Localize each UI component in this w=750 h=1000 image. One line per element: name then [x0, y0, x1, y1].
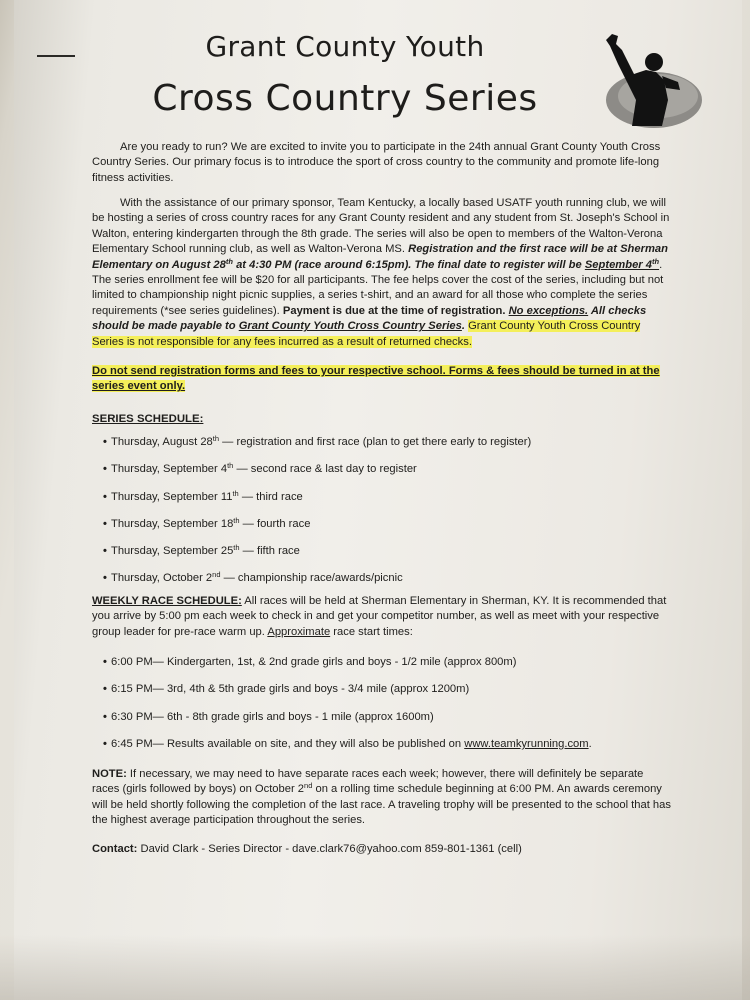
list-item: • 6:30 PM— 6th - 8th grade girls and boys - 1 mile (approx 1600m): [103, 711, 434, 723]
results-link[interactable]: www.teamkyrunning.com: [464, 738, 589, 750]
payable-to: Grant County Youth Cross Country Series: [238, 320, 462, 333]
no-exceptions: No exceptions.: [508, 304, 589, 317]
list-item: • 6:45 PM— Results available on site, and they will also be published on www.teamkyrunning.com.: [103, 738, 592, 750]
title-line-2: Cross Country Series: [152, 78, 538, 119]
list-item: • Thursday, September 11th — third race: [103, 489, 303, 503]
intro-text-1: Are you ready to run? We are excited to invite you to participate in the 24th annual Grant County Youth Cross Country Series. Our primary focus is to introduce the sport of cross country to the community and promote life-long fitness activities.: [92, 141, 661, 184]
contact-line: [92, 842, 672, 857]
weekly-text-a: All races will be held at Sherman Elementary in Sherman, KY. It is recommended that you arrive by 5:00 pm each week to check in and get your competitor number, as well as meet with your respective group leader for pre-race warm up.: [92, 595, 667, 638]
series-schedule-heading: SERIES SCHEDULE:: [92, 413, 204, 425]
intro-paragraph-2: With the assistance of our primary sponsor, Team Kentucky, a locally based USATF youth running club, we will be hosting a series of cross country races for any Grant County resident and any student from St. Joseph's School in Walton, entering kindergarten through the 8th grade. The series will also be open to members of the Walton-Verona Elementary School running club, as well as Walton-Verona MS. Registration and the first race will be at Sherman Elementary on August 28th at 4:30 PM (race around 6:15pm). The final date to register will be September 4th. The series enrollment fee will be $20 for all participants. The fee helps cover the cost of the series, including but not limited to championship night picnic supplies, a series t-shirt, and an award for all those who complete the series requirements (*see series guidelines). Payment is due at the time of registration. No exceptions. All checks should be made payable to Grant County Youth Cross Country Series. Grant County Youth Cross Country Series is not responsible for any fees incurred as a result of returned checks.: [92, 197, 670, 348]
register-deadline: September 4th: [584, 256, 660, 271]
forms-warning: [92, 364, 672, 395]
note-paragraph: NOTE: If necessary, we may need to have separate races each week; however, there will definitely be separate races (girls followed by boys) on October 2nd on a rolling time schedule beginning at 6:00 PM. An awards ceremony will be held shortly following the completion of the last race. A traveling trophy will be presented to the school that has the highest average participation throughout the series.: [92, 768, 671, 827]
weekly-schedule: [92, 594, 672, 640]
forms-warning-text: Do not send registration forms and fees to your respective school. Forms & fees should be turned in at the series event only.: [92, 365, 660, 393]
list-item: • Thursday, September 18th — fourth race: [103, 516, 311, 530]
title-line-1: Grant County Youth: [205, 30, 485, 63]
list-item: • Thursday, September 25th — fifth race: [103, 543, 300, 557]
table-shadow: [0, 935, 750, 1000]
contact-label: Contact:: [92, 843, 138, 855]
contact-text: David Clark - Series Director - dave.clark76@yahoo.com 859-801-1361 (cell): [137, 843, 522, 855]
note-text-b: on a rolling time schedule beginning at 6:00 PM. An awards ceremony will be held shortly following the completion of the last race. A traveling trophy will be presented to the school that has the highest average participation throughout the series.: [92, 783, 671, 827]
list-item: • 6:15 PM— 3rd, 4th & 5th grade girls and boys - 3/4 mile (approx 1200m): [103, 683, 470, 695]
intro-paragraph-1: [92, 140, 672, 186]
list-item: • Thursday, October 2nd — championship race/awards/picnic: [103, 570, 403, 584]
list-item: • 6:00 PM— Kindergarten, 1st, & 2nd grade girls and boys - 1/2 mile (approx 800m): [103, 656, 517, 668]
weekly-text-c: race start times:: [330, 625, 413, 638]
checks-note: All checks should be made payable to: [92, 304, 647, 333]
list-item: • Thursday, September 4th — second race & last day to register: [103, 461, 417, 475]
approximate: Approximate: [267, 625, 331, 638]
returned-checks-note: Grant County Youth Cross Country Series is not responsible for any fees incurred as a result of returned checks.: [92, 320, 641, 348]
note-text-a: If necessary, we may need to have separate races each week; however, there will definitely be separate races (girls followed by boys) on October 2: [92, 768, 644, 796]
list-item: • Thursday, August 28th — registration and first race (plan to get there early to register): [103, 434, 532, 448]
intro-text-2a: With the assistance of our primary sponsor, Team Kentucky, a locally based USATF youth running club, we will be hosting a series of cross country races for any Grant County resident and any student from St. Joseph's School in Walton, entering kindergarten through the 8th grade. The series will also be open to members of the Walton-Verona Elementary School running club, as well as Walton-Verona MS.: [92, 197, 670, 256]
payment-note: Payment is due at the time of registration.: [282, 304, 506, 317]
weekly-schedule-heading: WEEKLY RACE SCHEDULE:: [92, 595, 242, 607]
intro-text-2e: . The series enrollment fee will be $20 for all participants. The fee helps cover the cost of the series, including but not limited to championship night picnic supplies, a series t-shirt, and an award for all those who complete the series requirements (*see series guidelines).: [92, 258, 664, 317]
runner-logo-icon: [592, 30, 704, 130]
note-label: NOTE:: [92, 768, 127, 780]
registration-info: Registration and the first race will be at Sherman Elementary on August 28th at 4:30 PM (race around 6:15pm). The final date to register will be September 4th: [92, 243, 668, 271]
